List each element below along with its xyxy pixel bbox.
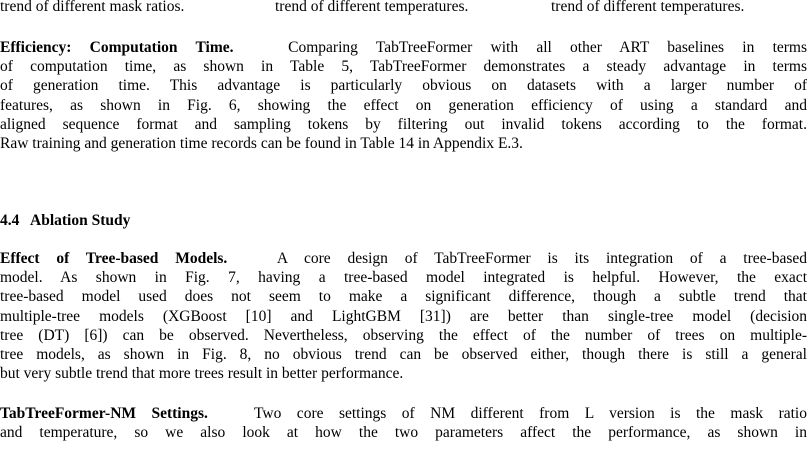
paragraph-line: features, as shown in Fig. 6, showing the effect on generation efficiency of using a standard and xyxy=(0,96,807,114)
paragraph-title-tree-models: Effect of Tree-based Models. xyxy=(0,250,228,267)
paragraph-line: of computation time, as shown in Table 5, TabTreeFormer demonstrates a steady advantage in terms xyxy=(0,58,807,76)
figure-caption-mask-ratio: trend of different mask ratios. xyxy=(0,0,185,15)
section-number: 4.4 xyxy=(0,212,20,229)
paragraph-line: Raw training and generation time records can be found in Table 14 in Appendix E.3. xyxy=(0,135,523,153)
paragraph-text: Comparing TabTreeFormer with all other ART baselines in terms xyxy=(288,39,807,56)
paragraph-title-nm-settings: TabTreeFormer-NM Settings. xyxy=(0,405,208,422)
paragraph-title-efficiency: Efficiency: Computation Time. xyxy=(0,39,234,56)
paragraph-line: model. As shown in Fig. 7, having a tree-based model integrated is helpful. However, the exact xyxy=(0,269,807,287)
paragraph-text: A core design of TabTreeFormer is its integration of a tree-based xyxy=(276,250,807,267)
paragraph-line: and temperature, so we also look at how the two parameters affect the performance, as shown in xyxy=(0,424,807,442)
paragraph-efficiency xyxy=(0,38,807,153)
paragraph-line: of generation time. This advantage is particularly obvious on datasets with a larger number of xyxy=(0,77,807,95)
paragraph-line: tree-based model used does not seem to make a significant difference, though a subtle trend that xyxy=(0,288,807,306)
figure-captions xyxy=(0,0,807,17)
paragraph-line xyxy=(0,38,807,57)
paragraph-line xyxy=(0,249,807,268)
figure-caption-temperature-1: trend of different temperatures. xyxy=(275,0,469,15)
figure-caption-temperature-2: trend of different temperatures. xyxy=(551,0,745,15)
section-title: Ablation Study xyxy=(30,212,131,229)
paragraph-text: Two core settings of NM different from L version is the mask ratio xyxy=(254,405,807,422)
paragraph-line: tree models, as shown in Fig. 8, no obvious trend can be observed either, though there is still a general xyxy=(0,346,807,364)
paragraph-nm-settings xyxy=(0,404,807,442)
paragraph-line: but very subtle trend that more trees result in better performance. xyxy=(0,365,404,383)
paragraph-line: aligned sequence format and sampling tokens by filtering out invalid tokens according to the format. xyxy=(0,115,807,133)
paragraph-tree-models xyxy=(0,249,807,383)
section-heading xyxy=(0,211,130,231)
paragraph-line: multiple-tree models (XGBoost [10] and LightGBM [31]) are better than single-tree model (decision xyxy=(0,307,807,325)
paragraph-line: tree (DT) [6]) can be observed. Nevertheless, observing the effect of the number of trees on multiple- xyxy=(0,326,807,344)
paragraph-line xyxy=(0,404,807,423)
